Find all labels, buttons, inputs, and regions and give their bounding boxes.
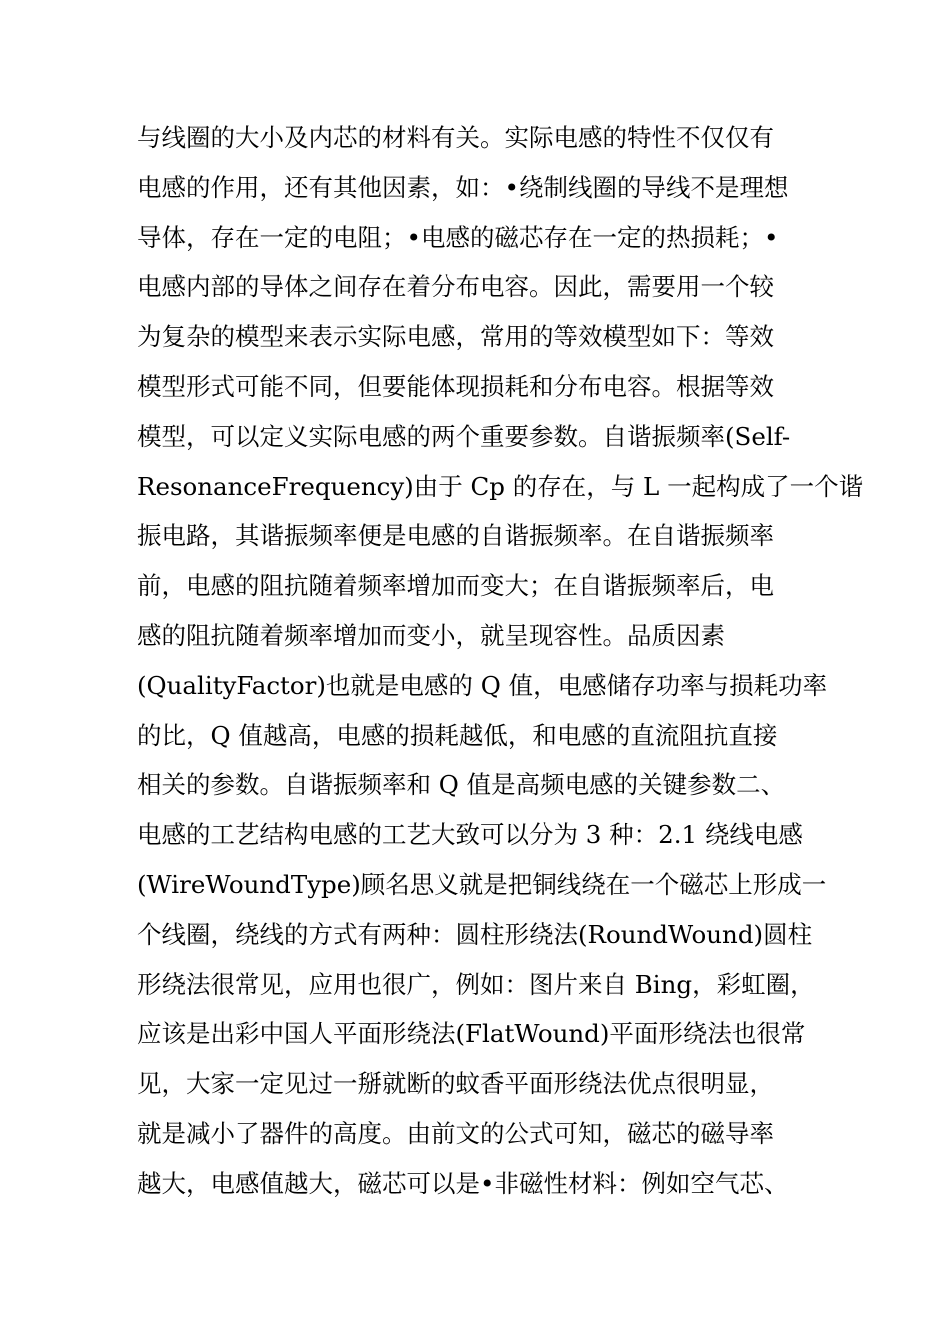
text-line-16: (WireWoundType)顾名思义就是把铜线绕在一个磁芯上形成一 [137,869,827,899]
text-line-13: 的比，Q 值越高，电感的损耗越低，和电感的直流阻抗直接 [137,720,778,750]
text-line-21: 就是减小了器件的高度。由前文的公式可知，磁芯的磁导率 [137,1118,774,1148]
text-line-14: 相关的参数。自谐振频率和 Q 值是高频电感的关键参数二、 [137,770,786,800]
text-line-4: 电感内部的导体之间存在着分布电容。因此，需要用一个较 [137,272,774,302]
text-line-18: 形绕法很常见，应用也很广，例如：图片来自 Bing，彩虹圈， [137,969,815,999]
text-line-9: 振电路，其谐振频率便是电感的自谐振频率。在自谐振频率 [137,521,774,551]
text-line-2: 电感的作用，还有其他因素，如：•绕制线圈的导线不是理想 [137,172,789,202]
text-line-3: 导体，存在一定的电阻；•电感的磁芯存在一定的热损耗；• [137,222,779,252]
text-line-20: 见，大家一定见过一掰就断的蚊香平面形绕法优点很明显， [137,1069,774,1099]
body-text [137,113,864,1209]
text-line-22: 越大，电感值越大，磁芯可以是•非磁性材料：例如空气芯、 [137,1168,789,1198]
text-line-10: 前，电感的阻抗随着频率增加而变大；在自谐振频率后，电 [137,571,774,601]
text-line-5: 为复杂的模型来表示实际电感，常用的等效模型如下：等效 [137,322,774,352]
text-line-15: 电感的工艺结构电感的工艺大致可以分为 3 种：2.1 绕线电感 [137,820,803,850]
text-line-11: 感的阻抗随着频率增加而变小，就呈现容性。品质因素 [137,620,725,650]
text-line-7: 模型，可以定义实际电感的两个重要参数。自谐振频率(Self- [137,421,791,451]
text-line-17: 个线圈，绕线的方式有两种：圆柱形绕法(RoundWound)圆柱 [137,919,813,949]
text-line-12: (QualityFactor)也就是电感的 Q 值，电感储存功率与损耗功率 [137,670,828,700]
text-line-1: 与线圈的大小及内芯的材料有关。实际电感的特性不仅仅有 [137,123,774,152]
text-line-19: 应该是出彩中国人平面形绕法(FlatWound)平面形绕法也很常 [137,1019,806,1049]
text-line-8: ResonanceFrequency)由于 Cp 的存在，与 L 一起构成了一个谐 [137,471,864,501]
text-line-6: 模型形式可能不同，但要能体现损耗和分布电容。根据等效 [137,371,774,401]
